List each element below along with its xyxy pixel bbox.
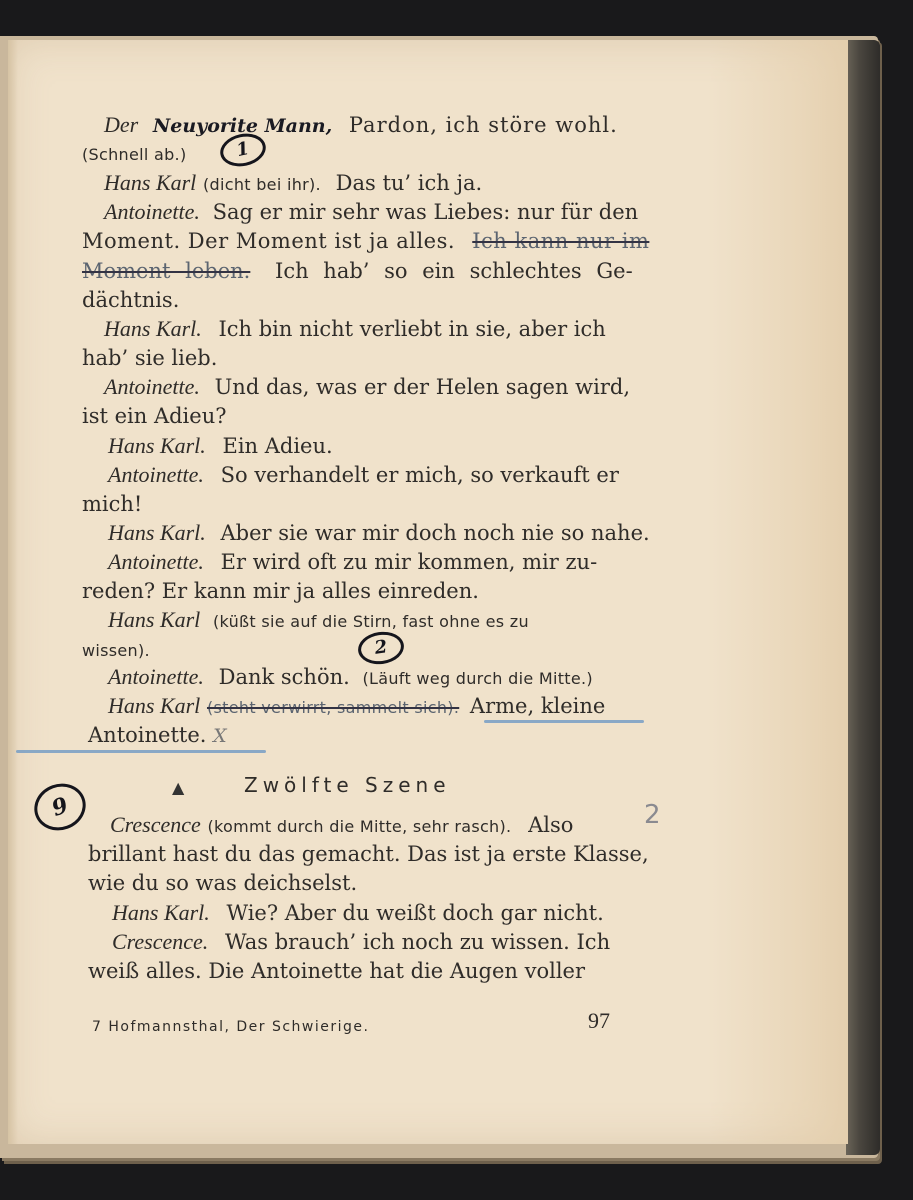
speaker-name: Antoinette. <box>108 462 204 487</box>
line-text: reden? Er kann mir ja alles einreden. <box>82 579 479 603</box>
text-line-21 <box>108 693 605 721</box>
text-line-11 <box>82 403 227 429</box>
page-gutter <box>8 40 18 1144</box>
text-line-15 <box>108 520 650 546</box>
stage-direction: (Läuft weg durch die Mitte.) <box>362 669 593 688</box>
speaker-der: Der <box>104 112 139 137</box>
page-yellowing <box>708 40 848 1144</box>
text-line-3 <box>104 170 482 198</box>
speaker-name: Antoinette. <box>104 374 200 399</box>
text-line-23 <box>110 812 573 840</box>
text-line-28 <box>88 958 585 984</box>
speaker-name: Crescence <box>110 812 201 837</box>
circled-number-9: 9 <box>28 776 93 837</box>
line-text: Er wird oft zu mir kommen, mir zu- <box>220 550 598 574</box>
speaker-name: Hans Karl <box>108 693 201 718</box>
line-text: Antoinette. <box>88 723 207 747</box>
text-line-7 <box>82 287 179 313</box>
line-text: Moment. Der Moment ist ja alles. <box>82 229 456 253</box>
text-line-8 <box>104 316 606 342</box>
handwritten-correction: Neuyorite Mann, <box>152 115 333 137</box>
stage-direction: (kommt durch die Mitte, sehr rasch). <box>207 817 512 836</box>
line-text: hab’ sie lieb. <box>82 346 218 370</box>
stage-direction: (Schnell ab.) <box>82 145 187 164</box>
text-line-6 <box>82 258 633 284</box>
line-text: Sag er mir sehr was Liebes: nur für den <box>212 200 639 224</box>
text-line-4 <box>104 199 638 225</box>
line-text: Pardon, ich störe wohl. <box>348 113 618 137</box>
line-text: Ich hab’ so ein schlechtes Ge- <box>275 259 633 283</box>
line-text: Und das, was er der Helen sagen wird, <box>214 375 631 399</box>
margin-number: 2 <box>644 800 661 830</box>
text-line-13 <box>108 462 619 488</box>
line-text: So verhandelt er mich, so verkauft er <box>220 463 619 487</box>
line-text: Ich bin nicht verliebt in sie, aber ich <box>218 317 606 341</box>
struck-text: Ich kann nur im <box>472 229 650 253</box>
text-line-14 <box>82 491 142 517</box>
speaker-name: Crescence. <box>112 929 209 954</box>
speaker-name: Hans Karl <box>108 607 201 632</box>
text-line-27 <box>112 929 610 955</box>
text-line-25 <box>88 870 357 896</box>
text-line-18 <box>108 607 529 635</box>
speaker-name: Hans Karl. <box>108 433 206 458</box>
text-line-19 <box>82 636 150 664</box>
line-text: Wie? Aber du weißt doch gar nicht. <box>226 901 604 925</box>
text-line-10 <box>104 374 630 400</box>
speaker-name: Antoinette. <box>108 664 204 689</box>
line-text: Also <box>528 813 574 837</box>
struck-stage-direction: (steht verwirrt, sammelt sich). <box>206 698 460 717</box>
line-text: Arme, kleine <box>469 694 606 718</box>
text-line-17 <box>82 578 479 604</box>
text-line-12 <box>108 433 333 459</box>
line-text: Aber sie war mir doch noch nie so nahe. <box>220 521 650 545</box>
line-text: mich! <box>82 492 143 516</box>
blue-pencil-line-a <box>484 720 644 723</box>
stage-direction: wissen). <box>82 641 150 660</box>
book-page <box>8 40 848 1144</box>
pencil-dot: ▲ <box>172 778 185 797</box>
page-number: 97 <box>588 1008 610 1033</box>
line-text: ist ein Adieu? <box>82 404 227 428</box>
text-line-16 <box>108 549 597 575</box>
footer-signature: 7 Hofmannsthal, Der Schwierige. <box>92 1019 370 1035</box>
text-line-2 <box>82 140 187 168</box>
scene-heading: Zwölfte Szene <box>244 773 451 797</box>
speaker-name: Hans Karl. <box>112 900 210 925</box>
speaker-name: Antoinette. <box>108 549 204 574</box>
line-text: Dank schön. <box>218 665 350 689</box>
circled-number-1: 1 <box>217 130 269 171</box>
speaker-name: Hans Karl. <box>104 316 202 341</box>
text-line-20 <box>108 664 593 692</box>
struck-text: Moment leben. <box>82 259 251 283</box>
text-line-26 <box>112 900 604 926</box>
stage-direction: (küßt sie auf die Stirn, fast ohne es zu <box>212 612 529 631</box>
speaker-name: Hans Karl <box>104 170 197 195</box>
line-text: dächtnis. <box>82 288 180 312</box>
speaker-name: Antoinette. <box>104 199 200 224</box>
text-line-22 <box>88 722 227 749</box>
text-line-5 <box>82 228 649 254</box>
circled-number-2: 2 <box>356 629 406 667</box>
line-text: wie du so was deichselst. <box>88 871 358 895</box>
book-cover-edge <box>846 40 880 1155</box>
line-text: Ein Adieu. <box>222 434 333 458</box>
text-line-9 <box>82 345 217 371</box>
cross-mark: X <box>213 725 227 747</box>
line-text: Was brauch’ ich noch zu wissen. Ich <box>225 930 611 954</box>
line-text: weiß alles. Die Antoinette hat die Augen voller <box>88 959 585 983</box>
text-line-24 <box>88 841 649 867</box>
text-line-1 <box>104 112 618 139</box>
line-text: brillant hast du das gemacht. Das ist ja erste Klasse, <box>88 842 649 866</box>
stage-direction: (dicht bei ihr). <box>202 175 321 194</box>
line-text: Das tu’ ich ja. <box>335 171 483 195</box>
blue-pencil-line-b <box>16 750 266 753</box>
speaker-name: Hans Karl. <box>108 520 206 545</box>
